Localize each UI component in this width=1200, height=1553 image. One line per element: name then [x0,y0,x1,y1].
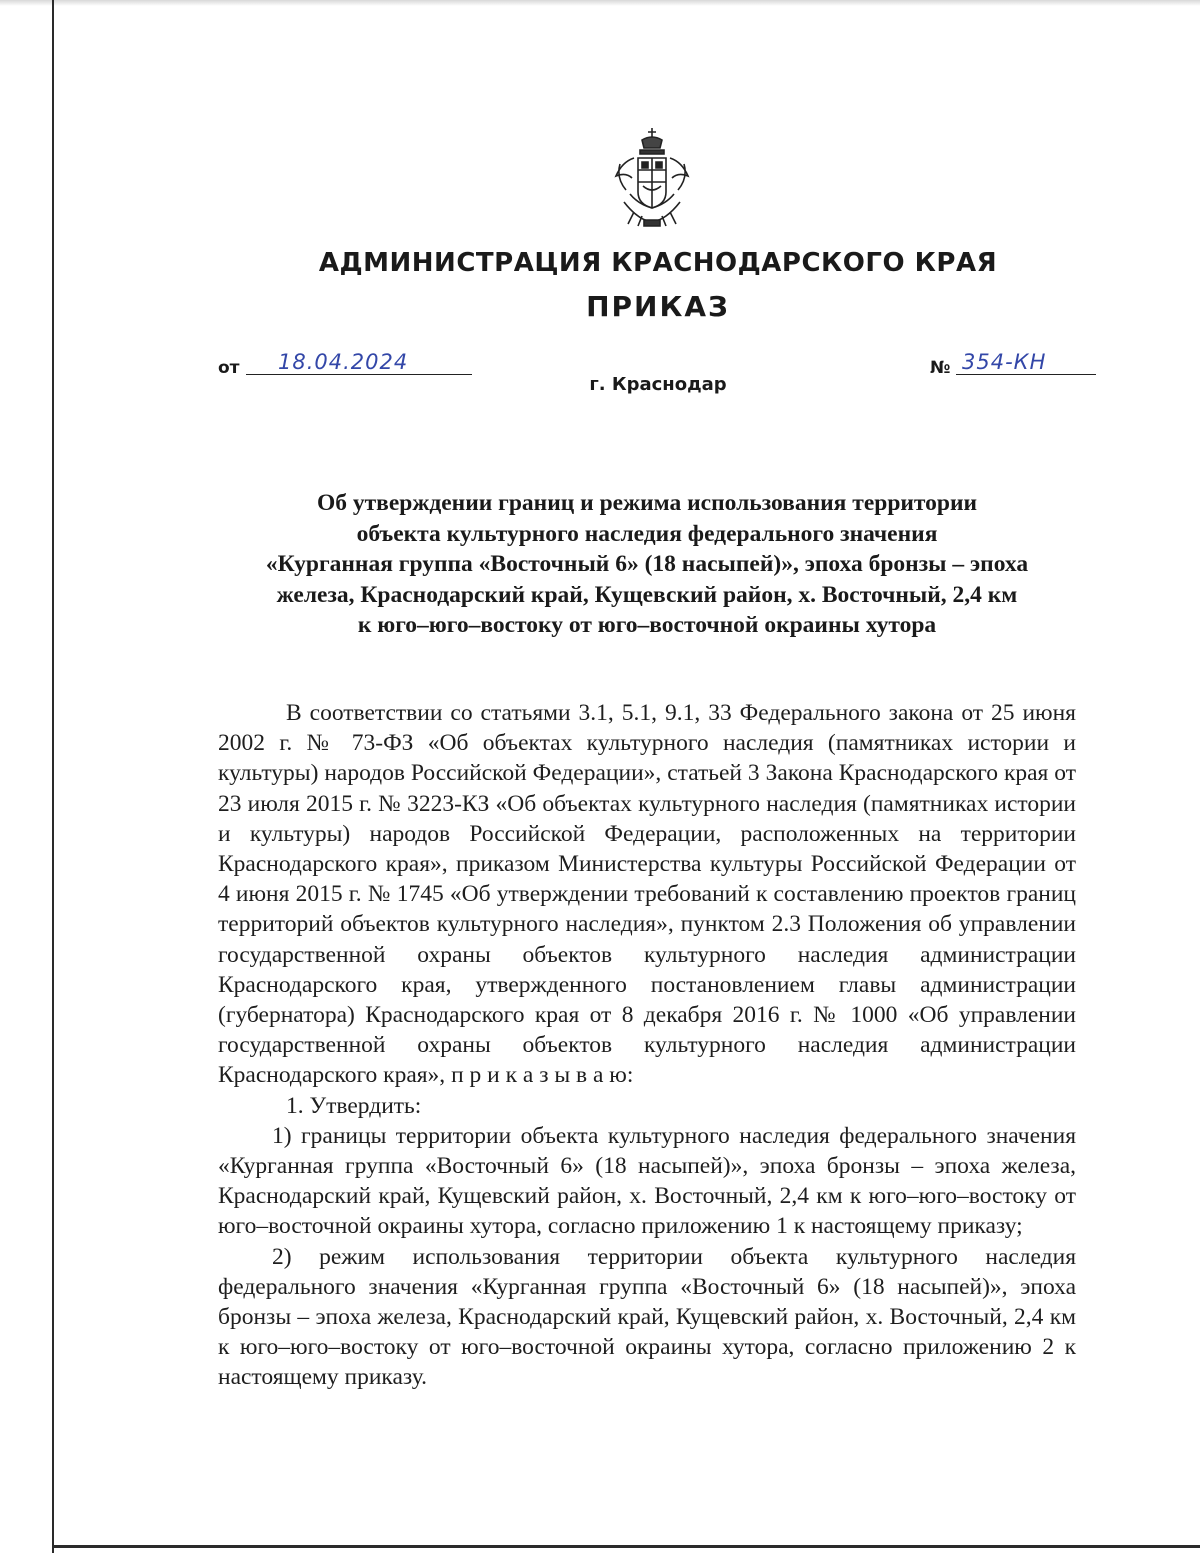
preamble-text: В соответствии со статьями 3.1, 5.1, 9.1, 33 Федерального закона от 25 июня 2002 г. № 73-ФЗ «Об объектах культурного наследия (памятниках истории и культуры) народов Российской Федерации», статьей 3 Закона Краснодарского края от 23 июля 2015 г. № 3223-КЗ «Об объектах культурного наследия (памятниках истории и культуры) народов Российской Федерации, расположенных на территории Краснодарского края», приказом Министерства культуры Российской Федерации от 4 июня 2015 г. № 1745 «Об утверждении требований к составлению проектов границ территорий объектов культурного наследия», пунктом 2.3 Положения об управлении государственной охраны объектов культурного наследия администрации Краснодарского края, утвержденного постановлением главы администрации (губернатора) Краснодарского края от 8 декабря 2016 г. № 1000 «Об управлении государственной охраны объектов культурного наследия администрации Краснодарского края», [218,700,1076,1089]
document-body [218,698,1076,1393]
title-line: объекта культурного наследия федерального значения [356,520,938,547]
title-line: железа, Краснодарский край, Кущевский район, х. Восточный, 2,4 км [276,581,1018,608]
title-line: к юго–юго–востоку от юго–восточной окраины хутора [357,612,937,638]
scan-edge-left [52,0,54,1553]
date-value: 18.04.2024 [278,350,409,374]
document-type: ПРИКАЗ [586,290,730,323]
scan-edge-bottom [52,1545,1200,1548]
scan-edge-top [0,0,1200,6]
order-word: п р и к а з ы в а ю: [451,1062,634,1089]
point-1: 1. Утвердить: [286,1092,422,1119]
number-value: 354-КН [962,350,1047,374]
item-1: 1) границы территории объекта культурного наследия федерального значения «Курганная группа «Восточный 6» (18 насыпей)», эпоха бронзы – эпоха железа, Краснодарский край, Кущевский район, х. Восточный, 2,4 км к юго–юго–востоку от юго–восточной окраины хутора, согласно приложению 1 к настоящему приказу; [218,1122,1076,1240]
item-2: 2) режим использования территории объекта культурного наследия федерального значения «Курганная группа «Восточный 6» (18 насыпей)», эпоха бронзы – эпоха железа, Краснодарский край, Кущевский район, х. Восточный, 2,4 км к юго–юго–востоку от юго–восточной окраины хутора, согласно приложению 2 к настоящему приказу. [218,1243,1076,1391]
city: г. Краснодар [589,374,727,395]
document-title [218,488,1076,641]
coat-of-arms-icon [612,128,692,228]
preamble-paragraph [218,698,1076,1091]
title-line: Об утверждении границ и режима использования территории [316,490,978,516]
organization-name: АДМИНИСТРАЦИЯ КРАСНОДАРСКОГО КРАЯ [318,248,998,278]
number-label: № [930,358,951,378]
title-line: «Курганная группа «Восточный 6» (18 насыпей)», эпоха бронзы – эпоха [265,551,1029,577]
date-label: от [218,358,240,378]
